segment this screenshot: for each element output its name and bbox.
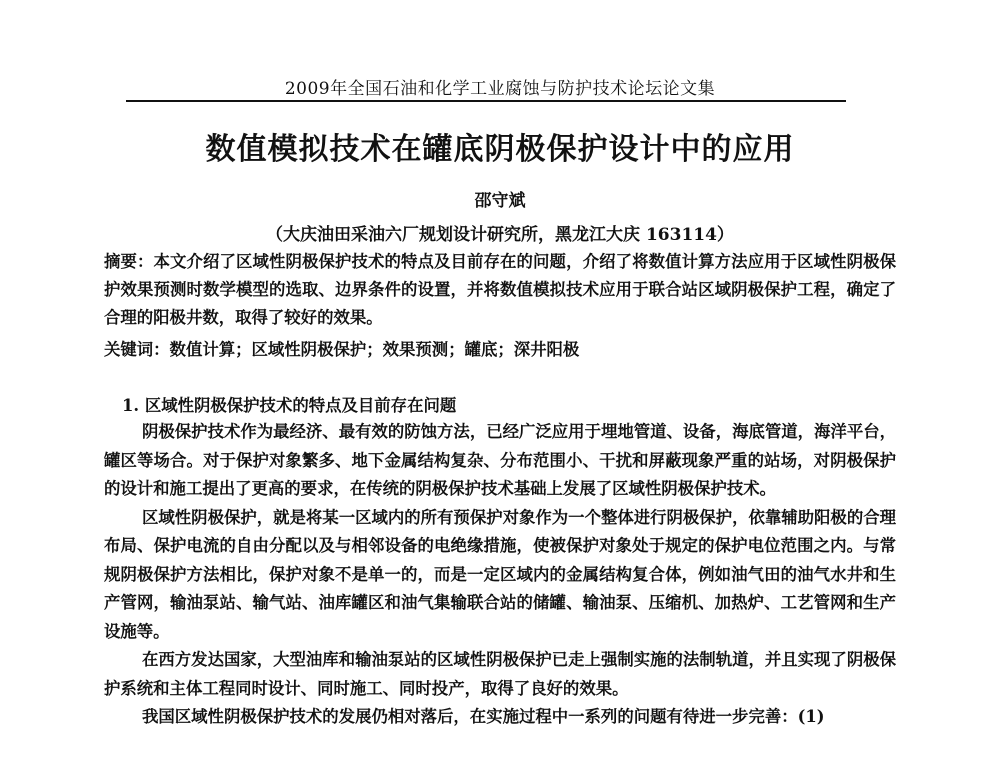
- abstract: 摘要：本文介绍了区域性阴极保护技术的特点及目前存在的问题，介绍了将数值计算方法应用于区域性阴极保护效果预测时数学模型的选取、边界条件的设置，并将数值模拟技术应用于联合站区域阴极保护工程，确定了合理的阳极井数，取得了较好的效果。: [104, 252, 896, 327]
- keywords: 关键词：数值计算；区域性阴极保护；效果预测；罐底；深井阳极: [104, 340, 580, 359]
- header-rule: [126, 100, 846, 102]
- paragraph: 阴极保护技术作为最经济、最有效的防蚀方法，已经广泛应用于埋地管道、设备，海底管道，海洋平台，罐区等场合。对于保护对象繁多、地下金属结构复杂、分布范围小、干扰和屏蔽现象严重的站场，对阴极保护的设计和施工提出了更高的要求，在传统的阴极保护技术基础上发展了区域性阴极保护技术。: [104, 422, 896, 498]
- section-1-body: [104, 418, 896, 732]
- paragraph: 在西方发达国家，大型油库和输油泵站的区域性阴极保护已走上强制实施的法制轨道，并且实现了阴极保护系统和主体工程同时设计、同时施工、同时投产，取得了良好的效果。: [104, 650, 896, 698]
- paragraph: 我国区域性阴极保护技术的发展仍相对落后，在实施过程中一系列的问题有待进一步完善：(1): [142, 707, 825, 726]
- running-header: 2009年全国石油和化学工业腐蚀与防护技术论坛论文集: [284, 79, 716, 99]
- author-name: 邵守斌: [474, 191, 526, 211]
- paper-title: 数值模拟技术在罐底阴极保护设计中的应用: [205, 132, 795, 167]
- paragraph: 区域性阴极保护，就是将某一区域内的所有预保护对象作为一个整体进行阴极保护，依靠辅助阳极的合理布局、保护电流的自由分配以及与相邻设备的电绝缘措施，使被保护对象处于规定的保护电位范围之内。与常规阴极保护方法相比，保护对象不是单一的，而是一定区域内的金属结构复合体，例如油气田的油气水井和生产管网，输油泵站、输气站、油库罐区和油气集输联合站的储罐、输油泵、压缩机、加热炉、工艺管网和生产设施等。: [104, 507, 896, 641]
- author-affiliation: （大庆油田采油六厂规划设计研究所，黑龙江大庆 163114）: [266, 225, 734, 245]
- section-1-heading: 1. 区域性阴极保护技术的特点及目前存在问题: [122, 396, 457, 415]
